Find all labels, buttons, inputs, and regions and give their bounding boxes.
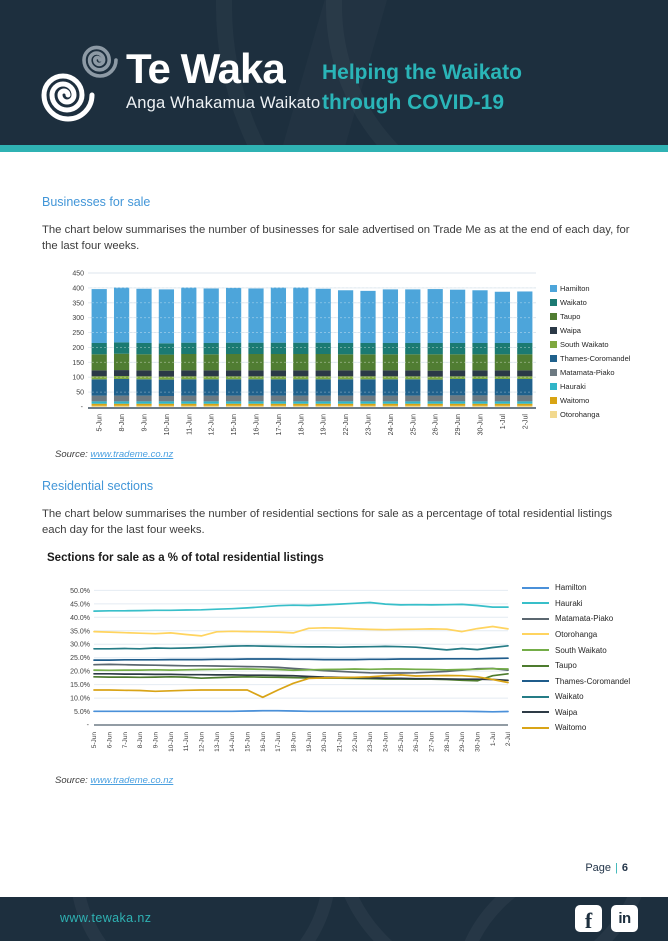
legend-line-swatch xyxy=(522,665,549,667)
source-line-residential xyxy=(55,775,642,786)
legend-item-otorohanga xyxy=(522,630,630,639)
legend-label: Otorohanga xyxy=(560,410,600,420)
svg-text:2-Jul: 2-Jul xyxy=(522,414,530,430)
svg-text:5.0%: 5.0% xyxy=(74,709,90,717)
svg-text:23-Jun: 23-Jun xyxy=(365,414,373,436)
legend-item-waipa xyxy=(522,708,630,717)
svg-text:10.0%: 10.0% xyxy=(70,695,90,703)
header-tagline xyxy=(322,58,522,119)
legend-label: Taupo xyxy=(560,312,581,322)
logo-subtitle: Anga Whakamua Waikato xyxy=(126,94,321,112)
svg-text:12-Jun: 12-Jun xyxy=(208,414,216,436)
legend-label: Hamilton xyxy=(555,583,587,593)
legend-item-waipa xyxy=(550,326,630,335)
legend-label: Waitomo xyxy=(560,396,590,406)
svg-text:450: 450 xyxy=(72,270,84,278)
legend-label: Waipa xyxy=(555,707,578,717)
svg-text:1-Jul: 1-Jul xyxy=(499,414,507,430)
legend-item-matamata-piako xyxy=(522,614,630,623)
legend-item-hamilton xyxy=(550,284,630,293)
footer xyxy=(0,897,668,941)
businesses-stacked-bar-chart xyxy=(54,267,542,441)
svg-text:22-Jun: 22-Jun xyxy=(351,732,359,752)
svg-text:13-Jun: 13-Jun xyxy=(213,732,221,752)
svg-text:20-Jun: 20-Jun xyxy=(321,732,329,752)
svg-text:29-Jun: 29-Jun xyxy=(459,732,467,752)
tagline-line-2: through COVID-19 xyxy=(322,91,504,115)
svg-text:8-Jun: 8-Jun xyxy=(137,732,145,749)
svg-text:24-Jun: 24-Jun xyxy=(382,732,390,752)
logo-text xyxy=(126,45,321,113)
legend-label: Waikato xyxy=(555,692,584,702)
svg-text:24-Jun: 24-Jun xyxy=(387,414,395,436)
svg-text:250: 250 xyxy=(72,330,84,338)
legend-item-taupo xyxy=(522,661,630,670)
legend-color-swatch xyxy=(550,327,557,334)
svg-text:18-Jun: 18-Jun xyxy=(298,414,306,436)
svg-text:25-Jun: 25-Jun xyxy=(410,414,418,436)
legend-line-swatch xyxy=(522,618,549,620)
legend-label: Hauraki xyxy=(560,382,586,392)
svg-text:50: 50 xyxy=(76,389,84,397)
svg-text:400: 400 xyxy=(72,285,84,293)
page-label: Page xyxy=(585,862,612,874)
svg-text:22-Jun: 22-Jun xyxy=(343,414,351,436)
svg-text:29-Jun: 29-Jun xyxy=(455,414,463,436)
svg-text:15-Jun: 15-Jun xyxy=(244,732,252,752)
businesses-description: The chart below summarises the number of businesses for sale advertised on Trade Me as at the end of each day, for the last four weeks. xyxy=(42,224,630,253)
svg-text:-: - xyxy=(86,722,89,730)
legend-color-swatch xyxy=(550,285,557,292)
header xyxy=(0,0,668,145)
legend-label: Waikato xyxy=(560,298,587,308)
legend-item-thames-coromandel xyxy=(550,354,630,363)
source-label: Source: xyxy=(55,449,88,461)
svg-text:21-Jun: 21-Jun xyxy=(336,732,344,752)
svg-text:45.0%: 45.0% xyxy=(70,601,90,609)
legend-item-taupo xyxy=(550,312,630,321)
legend-color-swatch xyxy=(550,369,557,376)
main-content xyxy=(42,152,642,786)
legend-line-swatch xyxy=(522,649,549,651)
svg-text:17-Jun: 17-Jun xyxy=(275,414,283,436)
te-waka-logo xyxy=(38,40,320,126)
svg-text:9-Jun: 9-Jun xyxy=(141,414,149,432)
source-label: Source: xyxy=(55,775,88,787)
svg-text:10-Jun: 10-Jun xyxy=(163,414,171,436)
legend-label: Matamata-Piako xyxy=(555,614,614,624)
svg-text:15-Jun: 15-Jun xyxy=(231,414,239,436)
svg-text:2-Jul: 2-Jul xyxy=(505,732,513,747)
legend-item-otorohanga xyxy=(550,410,630,419)
legend-label: Taupo xyxy=(555,661,577,671)
residential-chart-block xyxy=(42,552,642,767)
legend-item-waikato xyxy=(550,298,630,307)
legend-item-matamata-piako xyxy=(550,368,630,377)
legend-color-swatch xyxy=(550,397,557,404)
svg-text:100: 100 xyxy=(72,374,84,382)
teal-accent-strip xyxy=(0,145,668,152)
svg-text:11-Jun: 11-Jun xyxy=(183,732,191,752)
svg-text:8-Jun: 8-Jun xyxy=(119,414,127,432)
svg-text:26-Jun: 26-Jun xyxy=(432,414,440,436)
svg-text:16-Jun: 16-Jun xyxy=(253,414,261,436)
legend-item-hauraki xyxy=(522,599,630,608)
legend-label: South Waikato xyxy=(555,645,607,655)
legend-color-swatch xyxy=(550,383,557,390)
legend-item-hamilton xyxy=(522,583,630,592)
svg-text:35.0%: 35.0% xyxy=(70,628,90,636)
legend-line-swatch xyxy=(522,587,549,589)
legend-line-swatch xyxy=(522,711,549,713)
svg-text:23-Jun: 23-Jun xyxy=(367,732,375,752)
legend-label: Hauraki xyxy=(555,598,583,608)
facebook-icon[interactable]: f xyxy=(575,905,602,932)
svg-text:-: - xyxy=(80,404,83,412)
social-icons xyxy=(575,905,638,932)
linkedin-icon[interactable]: in xyxy=(611,905,638,932)
svg-text:30-Jun: 30-Jun xyxy=(477,414,485,436)
legend-label: Thames-Coromandel xyxy=(560,354,631,364)
svg-text:15.0%: 15.0% xyxy=(70,682,90,690)
svg-text:11-Jun: 11-Jun xyxy=(186,414,194,435)
trademe-link[interactable]: www.trademe.co.nz xyxy=(90,449,174,461)
svg-text:40.0%: 40.0% xyxy=(70,614,90,622)
svg-text:19-Jun: 19-Jun xyxy=(320,414,328,436)
svg-text:10-Jun: 10-Jun xyxy=(167,732,175,752)
logo-title: Te Waka xyxy=(126,45,285,92)
legend-color-swatch xyxy=(550,313,557,320)
tagline-line-1: Helping the Waikato xyxy=(322,61,522,84)
legend-color-swatch xyxy=(550,299,557,306)
svg-text:150: 150 xyxy=(72,359,84,367)
businesses-chart-figure xyxy=(54,267,642,441)
legend-label: Otorohanga xyxy=(555,629,598,639)
svg-text:18-Jun: 18-Jun xyxy=(290,732,298,752)
legend-label: South Waikato xyxy=(560,340,609,350)
svg-text:26-Jun: 26-Jun xyxy=(413,732,421,752)
trademe-link[interactable]: www.trademe.co.nz xyxy=(90,775,174,787)
svg-text:17-Jun: 17-Jun xyxy=(275,732,283,752)
legend-color-swatch xyxy=(550,341,557,348)
section-heading-businesses: Businesses for sale xyxy=(42,195,151,209)
svg-text:5-Jun: 5-Jun xyxy=(96,414,104,432)
legend-label: Waipa xyxy=(560,326,581,336)
legend-item-south-waikato xyxy=(550,340,630,349)
legend-line-swatch xyxy=(522,633,549,635)
svg-text:1-Jul: 1-Jul xyxy=(489,732,497,747)
legend-label: Waitomo xyxy=(555,723,587,733)
svg-text:9-Jun: 9-Jun xyxy=(152,732,160,749)
page-separator: | xyxy=(615,862,618,874)
svg-text:25.0%: 25.0% xyxy=(70,655,90,663)
sections-line-chart xyxy=(54,577,514,767)
svg-text:28-Jun: 28-Jun xyxy=(443,732,451,752)
page-number: 6 xyxy=(621,862,628,874)
svg-text:25-Jun: 25-Jun xyxy=(397,732,405,752)
page-indicator xyxy=(585,862,628,874)
source-line-businesses xyxy=(55,449,642,460)
residential-chart-title: Sections for sale as a % of total residential listings xyxy=(47,552,324,565)
businesses-chart-legend xyxy=(550,284,630,424)
residential-description: The chart below summarises the number of residential sections for sale as a percentage of total residential listings each day for the last four weeks. xyxy=(42,508,613,537)
svg-text:6-Jun: 6-Jun xyxy=(106,732,114,749)
legend-item-waitomo xyxy=(522,723,630,732)
svg-text:350: 350 xyxy=(72,300,84,308)
legend-item-thames-coromandel xyxy=(522,677,630,686)
legend-item-south-waikato xyxy=(522,646,630,655)
legend-line-swatch xyxy=(522,696,549,698)
legend-item-waitomo xyxy=(550,396,630,405)
legend-label: Hamilton xyxy=(560,284,590,294)
svg-text:300: 300 xyxy=(72,315,84,323)
svg-text:12-Jun: 12-Jun xyxy=(198,732,206,752)
residential-chart-legend xyxy=(522,583,630,739)
residential-chart-figure xyxy=(54,577,642,767)
koru-spiral-icon xyxy=(38,40,122,126)
legend-line-swatch xyxy=(522,727,549,729)
svg-text:200: 200 xyxy=(72,345,84,353)
svg-text:7-Jun: 7-Jun xyxy=(121,732,129,749)
legend-label: Thames-Coromandel xyxy=(555,676,631,686)
section-heading-residential: Residential sections xyxy=(42,479,154,494)
legend-item-hauraki xyxy=(550,382,630,391)
svg-text:50.0%: 50.0% xyxy=(70,588,90,596)
svg-text:30.0%: 30.0% xyxy=(70,641,90,649)
legend-line-swatch xyxy=(522,602,549,604)
legend-color-swatch xyxy=(550,355,557,362)
svg-text:20.0%: 20.0% xyxy=(70,668,90,676)
svg-text:19-Jun: 19-Jun xyxy=(305,732,313,752)
svg-text:5-Jun: 5-Jun xyxy=(91,732,99,749)
svg-text:30-Jun: 30-Jun xyxy=(474,732,482,752)
svg-text:16-Jun: 16-Jun xyxy=(259,732,267,752)
footer-website-link[interactable]: www.tewaka.nz xyxy=(60,911,152,925)
legend-color-swatch xyxy=(550,411,557,418)
legend-label: Matamata-Piako xyxy=(560,368,615,378)
svg-text:14-Jun: 14-Jun xyxy=(229,732,237,752)
svg-text:27-Jun: 27-Jun xyxy=(428,732,436,752)
legend-item-waikato xyxy=(522,692,630,701)
legend-line-swatch xyxy=(522,680,549,682)
